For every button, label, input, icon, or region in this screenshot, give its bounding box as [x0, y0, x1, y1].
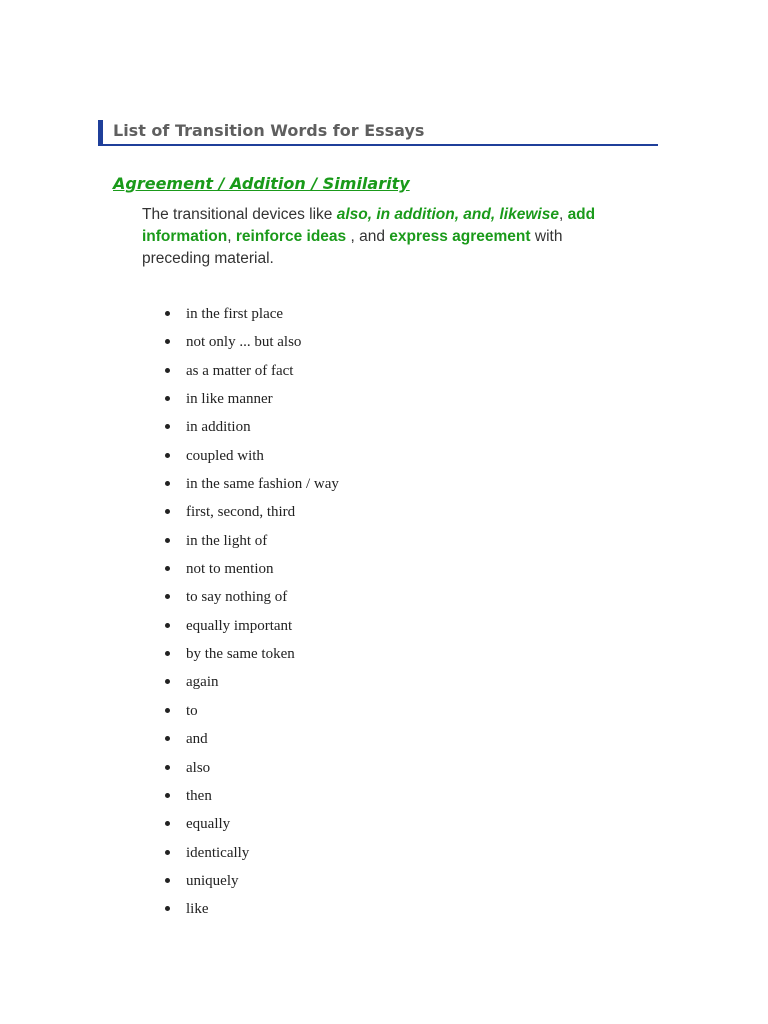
list-item-text: in the first place: [186, 306, 284, 322]
list-item-text: not to mention: [186, 561, 274, 578]
bullet-icon: [165, 566, 170, 571]
bullet-icon: [165, 538, 170, 543]
list-item: [160, 697, 339, 725]
list-item: [160, 668, 339, 696]
list-item: [160, 357, 339, 385]
list-item: [160, 385, 339, 413]
list-item-text: not only ... but also: [186, 334, 302, 351]
list-item-text: first, second, third: [186, 504, 296, 521]
bullet-icon: [165, 368, 170, 373]
intro-text-1: The transitional devices like: [142, 206, 337, 223]
list-item-text: and: [186, 731, 208, 748]
list-item-text: in like manner: [186, 391, 273, 408]
bullet-icon: [165, 708, 170, 713]
list-item-text: in the same fashion / way: [186, 476, 339, 493]
list-item-text: in the light of: [186, 532, 268, 549]
bullet-icon: [165, 396, 170, 401]
list-item: [160, 810, 339, 838]
list-item-text: by the same token: [186, 646, 295, 663]
intro-emphasis-reinforce: reinforce ideas: [235, 228, 347, 245]
list-item-text: then: [186, 787, 212, 804]
list-item-text: uniquely: [186, 872, 239, 889]
bullet-icon: [165, 339, 170, 344]
list-item: [160, 612, 339, 640]
list-item-text: to: [186, 702, 198, 719]
list-item-text: coupled with: [186, 447, 264, 464]
list-item: [160, 640, 339, 668]
list-item-text: as a matter of fact: [186, 362, 294, 379]
list-item: [160, 782, 339, 810]
intro-text-3: ,: [227, 228, 236, 245]
list-item: [160, 328, 339, 356]
bullet-icon: [165, 679, 170, 684]
bullet-icon: [165, 906, 170, 911]
list-item-text: in addition: [186, 419, 251, 436]
bullet-icon: [165, 651, 170, 656]
list-item: [160, 555, 339, 583]
bullet-icon: [165, 736, 170, 741]
bullet-icon: [165, 509, 170, 514]
bullet-icon: [165, 793, 170, 798]
intro-emphasis-information: information: [142, 228, 228, 245]
section-heading: Agreement / Addition / Similarity: [113, 174, 410, 193]
intro-paragraph: [142, 204, 612, 270]
intro-text-5: with preceding material.: [142, 228, 563, 267]
intro-text-4: , and: [346, 228, 390, 245]
bullet-icon: [165, 765, 170, 770]
list-item-text: to say nothing of: [186, 589, 288, 606]
intro-text-2: ,: [558, 206, 568, 223]
bullet-icon: [165, 424, 170, 429]
list-item: [160, 867, 339, 895]
list-item: [160, 527, 339, 555]
bullet-icon: [165, 594, 170, 599]
bullet-icon: [165, 821, 170, 826]
list-item: [160, 754, 339, 782]
bullet-icon: [165, 623, 170, 628]
list-item: [160, 839, 339, 867]
list-item-text: equally: [186, 816, 231, 833]
bullet-icon: [165, 453, 170, 458]
bullet-icon: [165, 481, 170, 486]
list-item: [160, 725, 339, 753]
bullet-icon: [165, 878, 170, 883]
page-title: List of Transition Words for Essays: [113, 121, 425, 140]
bullet-icon: [165, 850, 170, 855]
list-item: [160, 300, 339, 328]
title-bar: [98, 120, 658, 146]
list-item: [160, 895, 339, 923]
list-item: [160, 442, 339, 470]
list-item-text: also: [186, 759, 211, 776]
list-item: [160, 470, 339, 498]
intro-emphasis-agreement: express agreement: [389, 228, 531, 245]
intro-emphasis-add: add: [567, 206, 596, 223]
list-item-text: like: [186, 901, 209, 918]
transition-word-list: [160, 300, 339, 924]
list-item: [160, 498, 339, 526]
list-item: [160, 413, 339, 441]
list-item-text: equally important: [186, 617, 293, 634]
bullet-icon: [165, 311, 170, 316]
list-item: [160, 583, 339, 611]
intro-emphasis-devices: also, in addition, and, likewise: [336, 206, 559, 223]
list-item-text: identically: [186, 844, 250, 861]
list-item-text: again: [186, 674, 219, 691]
